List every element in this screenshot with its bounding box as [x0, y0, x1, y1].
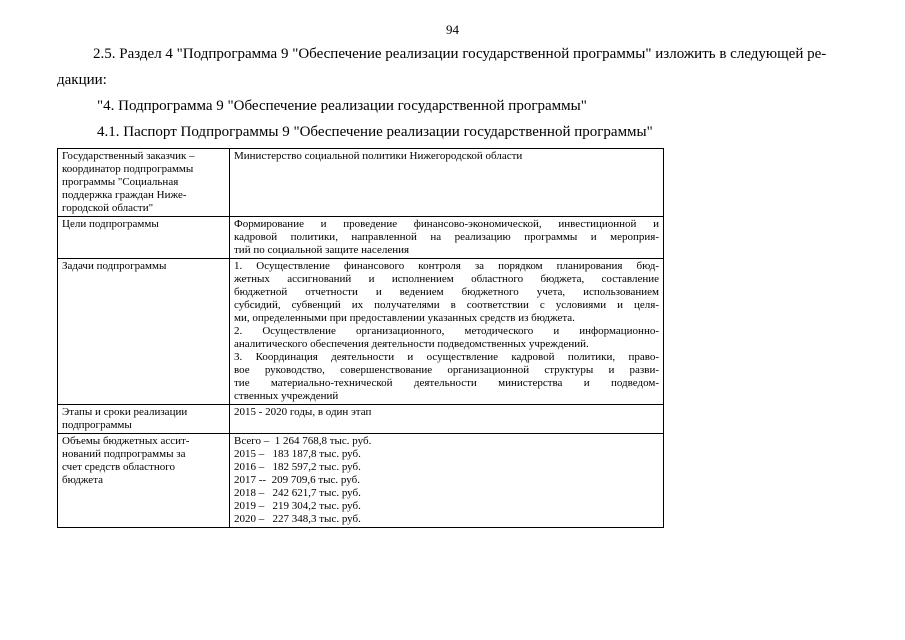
- funding-year: 2020 – 227 348,3 тыс. руб.: [234, 513, 361, 525]
- funding-total: Всего – 1 264 768,8 тыс. руб.: [234, 435, 372, 447]
- funding-year: 2015 – 183 187,8 тыс. руб.: [234, 448, 361, 460]
- goals-value: Формирование и проведение финансово-экономической, инвестиционной и кадровой политики, направленной на реализацию программы и мероприя- тий по социальной защите населения: [230, 217, 664, 259]
- passport-heading: 4.1. Паспорт Подпрограммы 9 "Обеспечение реализации государственной программы": [97, 124, 653, 140]
- row-customer: [58, 149, 664, 217]
- funding-label: Объемы бюджетных ассит- нований подпрограммы за счет средств областного бюджета: [58, 434, 230, 528]
- funding-year: 2018 – 242 621,7 тыс. руб.: [234, 487, 361, 499]
- row-stages: [58, 405, 664, 434]
- page-number: 94: [446, 22, 459, 37]
- stages-label: Этапы и сроки реализации подпрограммы: [58, 405, 230, 434]
- funding-year: 2019 – 219 304,2 тыс. руб.: [234, 500, 361, 512]
- intro-line-2: дакции:: [57, 72, 107, 88]
- section-heading: "4. Подпрограмма 9 "Обеспечение реализации государственной программы": [97, 98, 587, 114]
- customer-label: Государственный заказчик – координатор подпрограммы программы "Социальная поддержка граждан Ниже- городской области": [58, 149, 230, 217]
- funding-year: 2017 -- 209 709,6 тыс. руб.: [234, 474, 360, 486]
- goals-label: Цели подпрограммы: [58, 217, 230, 259]
- funding-value: [230, 434, 664, 528]
- tasks-value: 1. Осуществление финансового контроля за порядком планирования бюд- жетных ассигнований и исполнением областного бюджета, составление бюджетной отчетности и ведением бюджетного учета, использованием субсидий, субвенций их получателями в соответствии с условиями и целя- ми, определенными при предоставлении указанных средств из бюджета. 2. Осуществление организационного, методического и информационно- аналитического обеспечения деятельности подведомственных учреждений. 3. Координация деятельности и осуществление кадровой политики, право- вое руководство, совершенствование организационной структуры и разви- тие материально-технической деятельности министерства и подведом- ственных учреждений: [230, 259, 664, 405]
- tasks-label: Задачи подпрограммы: [58, 259, 230, 405]
- intro-line-1: 2.5. Раздел 4 "Подпрограмма 9 "Обеспечение реализации государственной программы" изложить в следующей ре-: [93, 46, 827, 62]
- stages-value: 2015 - 2020 годы, в один этап: [230, 405, 664, 434]
- row-tasks: [58, 259, 664, 405]
- passport-table: [57, 148, 664, 528]
- row-funding: [58, 434, 664, 528]
- funding-year: 2016 – 182 597,2 тыс. руб.: [234, 461, 361, 473]
- customer-value: Министерство социальной политики Нижегородской области: [230, 149, 664, 217]
- row-goals: [58, 217, 664, 259]
